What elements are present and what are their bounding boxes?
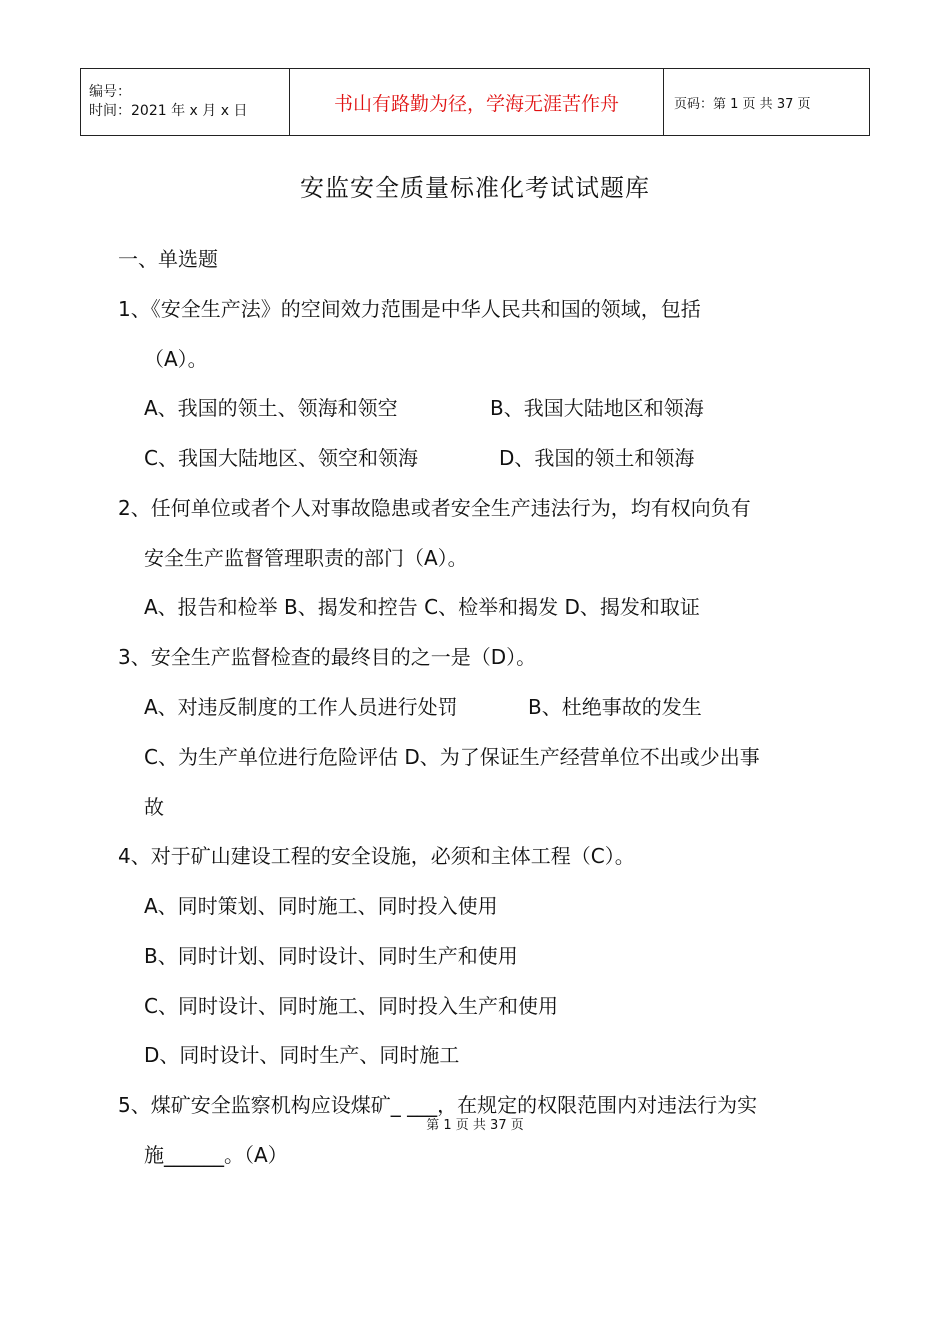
q1-line1: 1、《安全生产法》的空间效力范围是中华人民共和国的领域，包括 bbox=[118, 297, 701, 321]
q4-option-a: A、同时策划、同时施工、同时投入使用 bbox=[144, 894, 498, 918]
page-current: 1 bbox=[730, 96, 739, 112]
q3-line1: 3、安全生产监督检查的最终目的之一是（D）。 bbox=[118, 645, 537, 669]
footer-page-number: 第 1 页 共 37 页 bbox=[426, 1118, 524, 1133]
q2-options: A、报告和检举 B、揭发和控告 C、检举和揭发 D、揭发和取证 bbox=[144, 595, 700, 619]
header-number: 编号： bbox=[89, 84, 131, 100]
q1-option-b: B、我国大陆地区和领海 bbox=[490, 396, 704, 420]
q4-option-b: B、同时计划、同时设计、同时生产和使用 bbox=[144, 944, 518, 968]
page-total: 37 bbox=[776, 96, 794, 112]
q2-line1: 2、任何单位或者个人对事故隐患或者安全生产违法行为，均有权向负有 bbox=[118, 496, 751, 520]
page-prefix: 页码：第 bbox=[674, 96, 731, 112]
q5-line1: 5、煤矿安全监察机构应设煤矿_ ___，在规定的权限范围内对违法行为实 bbox=[118, 1093, 758, 1117]
document-title: 安监安全质量标准化考试试题库 bbox=[300, 174, 650, 202]
header-meta-cell bbox=[81, 69, 290, 136]
q1-option-c: C、我国大陆地区、领空和领海 bbox=[144, 446, 418, 470]
section-heading: 一、单选题 bbox=[118, 247, 218, 271]
q1-option-a: A、我国的领土、领海和领空 bbox=[144, 396, 398, 420]
q5-line2: 施______。（A） bbox=[144, 1143, 288, 1167]
header-table bbox=[80, 68, 870, 136]
q4-option-d: D、同时设计、同时生产、同时施工 bbox=[144, 1043, 460, 1067]
header-motto: 书山有路勤为径，学海无涯苦作舟 bbox=[290, 69, 664, 136]
header-time: 时间：2021 年 x 月 x 日 bbox=[89, 103, 248, 119]
page-suffix: 页 bbox=[793, 96, 811, 112]
page-mid: 页 共 bbox=[738, 96, 777, 112]
q1-option-d: D、我国的领土和领海 bbox=[499, 446, 695, 470]
q3-option-b: B、杜绝事故的发生 bbox=[528, 695, 702, 719]
q1-line2: （A）。 bbox=[144, 347, 208, 371]
header-page-info bbox=[664, 69, 870, 136]
q3-option-d-continued: 故 bbox=[144, 795, 164, 819]
q3-option-a: A、对违反制度的工作人员进行处罚 bbox=[144, 695, 458, 719]
q4-line1: 4、对于矿山建设工程的安全设施，必须和主体工程（C）。 bbox=[118, 844, 635, 868]
q3-option-cd: C、为生产单位进行危险评估 D、为了保证生产经营单位不出或少出事 bbox=[144, 745, 760, 769]
q2-line2: 安全生产监督管理职责的部门（A）。 bbox=[144, 546, 468, 570]
q4-option-c: C、同时设计、同时施工、同时投入生产和使用 bbox=[144, 994, 558, 1018]
